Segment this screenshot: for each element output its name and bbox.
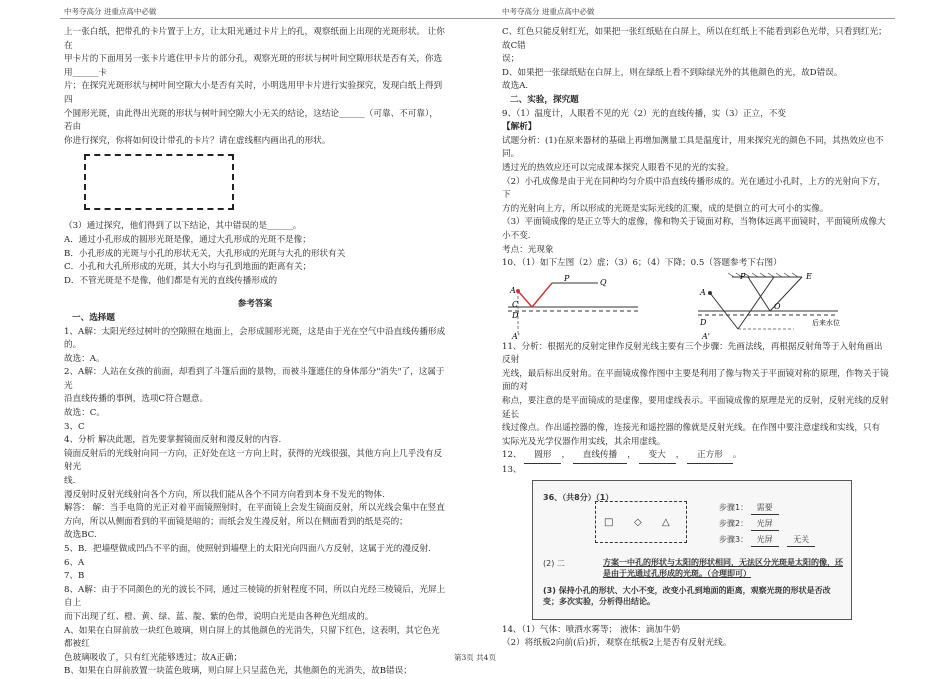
analysis-line: （2）小孔成像是由于光在同种均匀介质中沿直线传播形成的。光在通过小孔时，上方的光射向下方，下 [502, 176, 886, 201]
question-line: 个圆形光斑，由此得出光斑的形状与树叶间空隙大小无关的结论，这结论______（可靠、不可靠），若由 [64, 108, 438, 133]
water-level-label: 后来水位 [812, 318, 840, 327]
option-c: C．小孔和大孔所形成的光斑，其大小均与孔到地面的距离有关； [64, 262, 312, 273]
box-header: 36、（共8分）（1） [543, 492, 614, 502]
answer-line: 解答： 解：当手电筒的光正对着平面镜照射时，在平面镜上会发生镜面反射，所以光线会集中在竖直 [64, 503, 445, 514]
answer-line: B、如果在白屏前放置一块蓝色玻璃，则白屏上只呈蓝色光，其他颜色的光消失，故B错误； [64, 666, 412, 677]
answer-q12: 12、 圆形 ， 直线传播 ， 变大 ， 正方形 。 [502, 449, 890, 464]
answer-line: 7、B [64, 571, 85, 582]
answer-line: 2、A解：人站在女孩的前面，却看到了斗篷后面的景物，而被斗篷遮住的身体部分"消失"了，这属于光 [64, 367, 445, 391]
diamond-hole-icon: ◇ [634, 516, 642, 528]
step-3-label: 步骤3： [719, 534, 749, 544]
q12-blank-4: 正方形 [687, 449, 733, 464]
question-line: 上一张白纸，把带孔的卡片置于上方，让太阳光通过卡片上的孔，观察纸面上出现的光斑形状。 让你在 [64, 27, 445, 51]
answer-line: 故选BC. [64, 530, 97, 541]
header-left: 中考夺高分 进重点高中必做 [64, 7, 157, 16]
part-3-text: (3) 保持小孔的形状、大小不变，改变小孔到地面的距离，观察光斑的形状是否改变；多次实验，分析得出结论。 [543, 585, 831, 606]
section-experiment-title: 二、实验，探究题 [510, 94, 579, 105]
answer-q14: 14、（1）气体：喷洒水雾等； 液体：滴加牛奶 [502, 624, 681, 635]
option-d: D．不管光斑是不是像，他们都是有光的直线传播形成的 [64, 275, 278, 286]
part-2-text: 方案一中孔的形状与太阳的形状相同，无法区分光斑是太阳的像，还是由于光通过孔形成的光斑。（合理即可） [603, 557, 843, 578]
analysis-line: 实际光及光学仪器作用实线，其余用虚线。 [502, 436, 666, 447]
answer-q13: 13、 [502, 465, 522, 476]
answer-line: D、如果把一张绿纸贴在白屏上，则在绿纸上看不到除绿光外的其他颜色的光，故D错误。 [502, 67, 843, 78]
label-a: A [700, 287, 706, 297]
label-c: C [512, 299, 519, 309]
analysis-line: 11、分析：根据光的反射定律作反射光线主要有三个步骤：先画法线，再根据反射角等于入射角画出反射 [502, 341, 883, 366]
label-p: P [564, 273, 570, 283]
q12-number: 12、 [502, 450, 522, 461]
analysis-line: 线过像点。作出遥控器的像，连接光和遥控器的像就是反射光线。在作图中要注意虚线和实线，只有 [502, 423, 881, 434]
analysis-line: （3）平面镜成像的是正立等大的虚像，像和物关于镜面对称，当物体远离平面镜时，平面镜所成像大小不变. [502, 217, 886, 241]
answer-line: 故选：A。 [64, 353, 105, 364]
answer-line: 色玻璃吸收了，只有红光能够透过；故A正确； [64, 652, 243, 663]
answer-line: 线. [64, 476, 76, 487]
square-hole-icon: □ [604, 516, 614, 528]
answer-line: 3、C [64, 421, 85, 432]
optics-figure [502, 271, 890, 341]
answer-line: 故选A. [502, 81, 529, 92]
label-a-prime: A' [512, 331, 520, 341]
analysis-line: 试题分析：(1)在原来器材的基础上再增加测量工具是温度计，用来探究光的颜色不同，其热效应也不同。 [502, 135, 884, 160]
answer-line: 误； [502, 54, 520, 65]
answer-line: 1、A解：太阳光经过树叶的空隙照在地面上，会形成圆形光斑，这是由于光在空气中沿直线传播形成的。 [64, 326, 446, 351]
analysis-line: 考点：光现象 [502, 244, 554, 255]
label-d: D [512, 310, 519, 320]
answer-line: 8、A解：由于不同颜色的光的波长不同，通过三棱镜的折射程度不同，所以白光经三棱镜后，光屏上自上 [64, 584, 446, 609]
question-3: （3）通过探究，他们得到了以下结论，其中错误的是______。 [64, 221, 302, 232]
option-a: A．通过小孔形成的圆形光斑是像，通过大孔形成的光斑不是像； [64, 234, 311, 245]
step-1-value: 需要 [751, 501, 779, 516]
page-footer: 第3页 共4页 [454, 653, 496, 662]
answer-line: C、红色只能反射红光，如果把一张红纸贴在白屏上，所以在红纸上不能看到彩色光带，只看到红光；故C错 [502, 27, 887, 51]
scanned-answer-image [532, 480, 852, 620]
part-2-number: (2) 二 [543, 558, 565, 568]
answer-q14-2: （2）将纸板2向前(后)折，观察在纸板2上是否有反射光线。 [502, 638, 732, 649]
answer-line: 镜面反射后的光线射向同一方向，正好处在这一方向上时，获得的光线很强，其他方向上几乎没有反射光 [64, 448, 443, 473]
q12-blank-1: 圆形 [524, 449, 561, 464]
analysis-label: 【解析】 [502, 122, 537, 133]
label-e: E [806, 271, 812, 281]
label-o: O [774, 301, 781, 311]
answer-line: 沿直线传播的事例，选项C符合题意。 [64, 394, 209, 405]
answer-line: 而下出现了红、橙、黄、绿、蓝、靛、紫的色带，说明白光是由各种色光组成的。 [64, 611, 374, 622]
header-right: 中考夺高分 进重点高中必做 [502, 7, 595, 16]
label-a: A [510, 285, 516, 295]
answer-line: A、如果在白屏前放一块红色玻璃，则白屏上的其他颜色的光消失，只留下红色，这表明，其它色光都被红 [64, 625, 440, 650]
question-line: 你进行探究，你将如何设计带孔的卡片？请在虚线框内画出孔的形状。 [64, 135, 331, 146]
step-1-label: 步骤1： [719, 502, 749, 512]
right-column [502, 26, 890, 651]
answer-line: 5、B．把墙壁做成凹凸不平的面，使照射到墙壁上的太阳光向四面八方反射，这属于光的漫反射. [64, 544, 431, 554]
question-line: 甲卡片的下面用另一张卡片遮住甲卡片的部分孔，观察光斑的形状与树叶间空隙形状是否有关，你选用______卡 [64, 54, 443, 78]
answer-q10: 10、（1）如下左图（2）虚；（3）6；（4）下降；0.5（答题参考下右图） [502, 258, 782, 269]
step-2 [719, 517, 779, 532]
label-a-prime: A' [702, 331, 710, 341]
option-b: B．小孔形成的光斑与小孔的形状无关，大孔形成的光斑与大孔的形状有关 [64, 248, 346, 259]
right-reflection-diagram [698, 272, 840, 341]
step-3 [719, 533, 815, 548]
reference-answer-title: 参考答案 [237, 299, 273, 310]
section-choice-title: 一、选择题 [72, 312, 115, 323]
left-reflection-diagram [508, 274, 638, 341]
question-line: 片；在探究光斑形状与树叶间空隙大小是否有关时，小明选用甲卡片进行实验探究，发现白纸上得到四 [64, 81, 443, 105]
step-3-extra: 无关 [787, 533, 815, 548]
q12-blank-3: 变大 [639, 449, 676, 464]
hole-shapes-box [595, 501, 687, 543]
label-q: Q [600, 277, 607, 287]
answer-line: 漫反射时反射光线射向各个方向，所以我们能从各个不同方向看到本身不发光的物体. [64, 489, 385, 500]
analysis-line: 光线，最后标出反射角。在平面镜成像作图中主要是利用了像与物关于平面镜对称的原理，作物关于镜面的对 [502, 368, 889, 393]
answer-line: 方向，所以从侧面看到的平面镜是暗的；而纸会发生漫反射，所以在侧面看到的纸是亮的； [64, 516, 408, 527]
label-p: P [740, 271, 746, 281]
draw-hole-box [84, 154, 234, 210]
label-d: D [700, 317, 707, 327]
header-rule [60, 18, 895, 19]
left-column [64, 26, 446, 679]
triangle-hole-icon: △ [662, 516, 670, 528]
answer-line: 故选：C。 [64, 408, 105, 419]
analysis-line: 透过光的热效应还可以完成课本探究人眼看不见的光的实验。 [502, 162, 735, 173]
step-3-value: 光屏 [751, 533, 779, 548]
q12-blank-2: 直线传播 [573, 449, 627, 464]
answer-line: 4、分析 解决此题，首先要掌握镜面反射和漫反射的内容. [64, 435, 282, 446]
answer-line: 6、A [64, 557, 85, 568]
analysis-line: 称点，要注意的是平面镜成的是虚像，要用虚线表示。平面镜成像的原理是光的反射，反射光线的反射延长 [502, 396, 889, 420]
step-2-value: 光屏 [751, 517, 779, 532]
analysis-line: 方的光射向上方，所以形成的光斑是实际光线的汇聚，成的是倒立的可大可小的实像。 [502, 203, 829, 214]
answer-q9: 9、（1）温度计，人眼看不见的光（2）光的直线传播，实（3）正立，不变 [502, 108, 786, 119]
step-1 [719, 501, 779, 516]
step-2-label: 步骤2： [719, 518, 749, 528]
